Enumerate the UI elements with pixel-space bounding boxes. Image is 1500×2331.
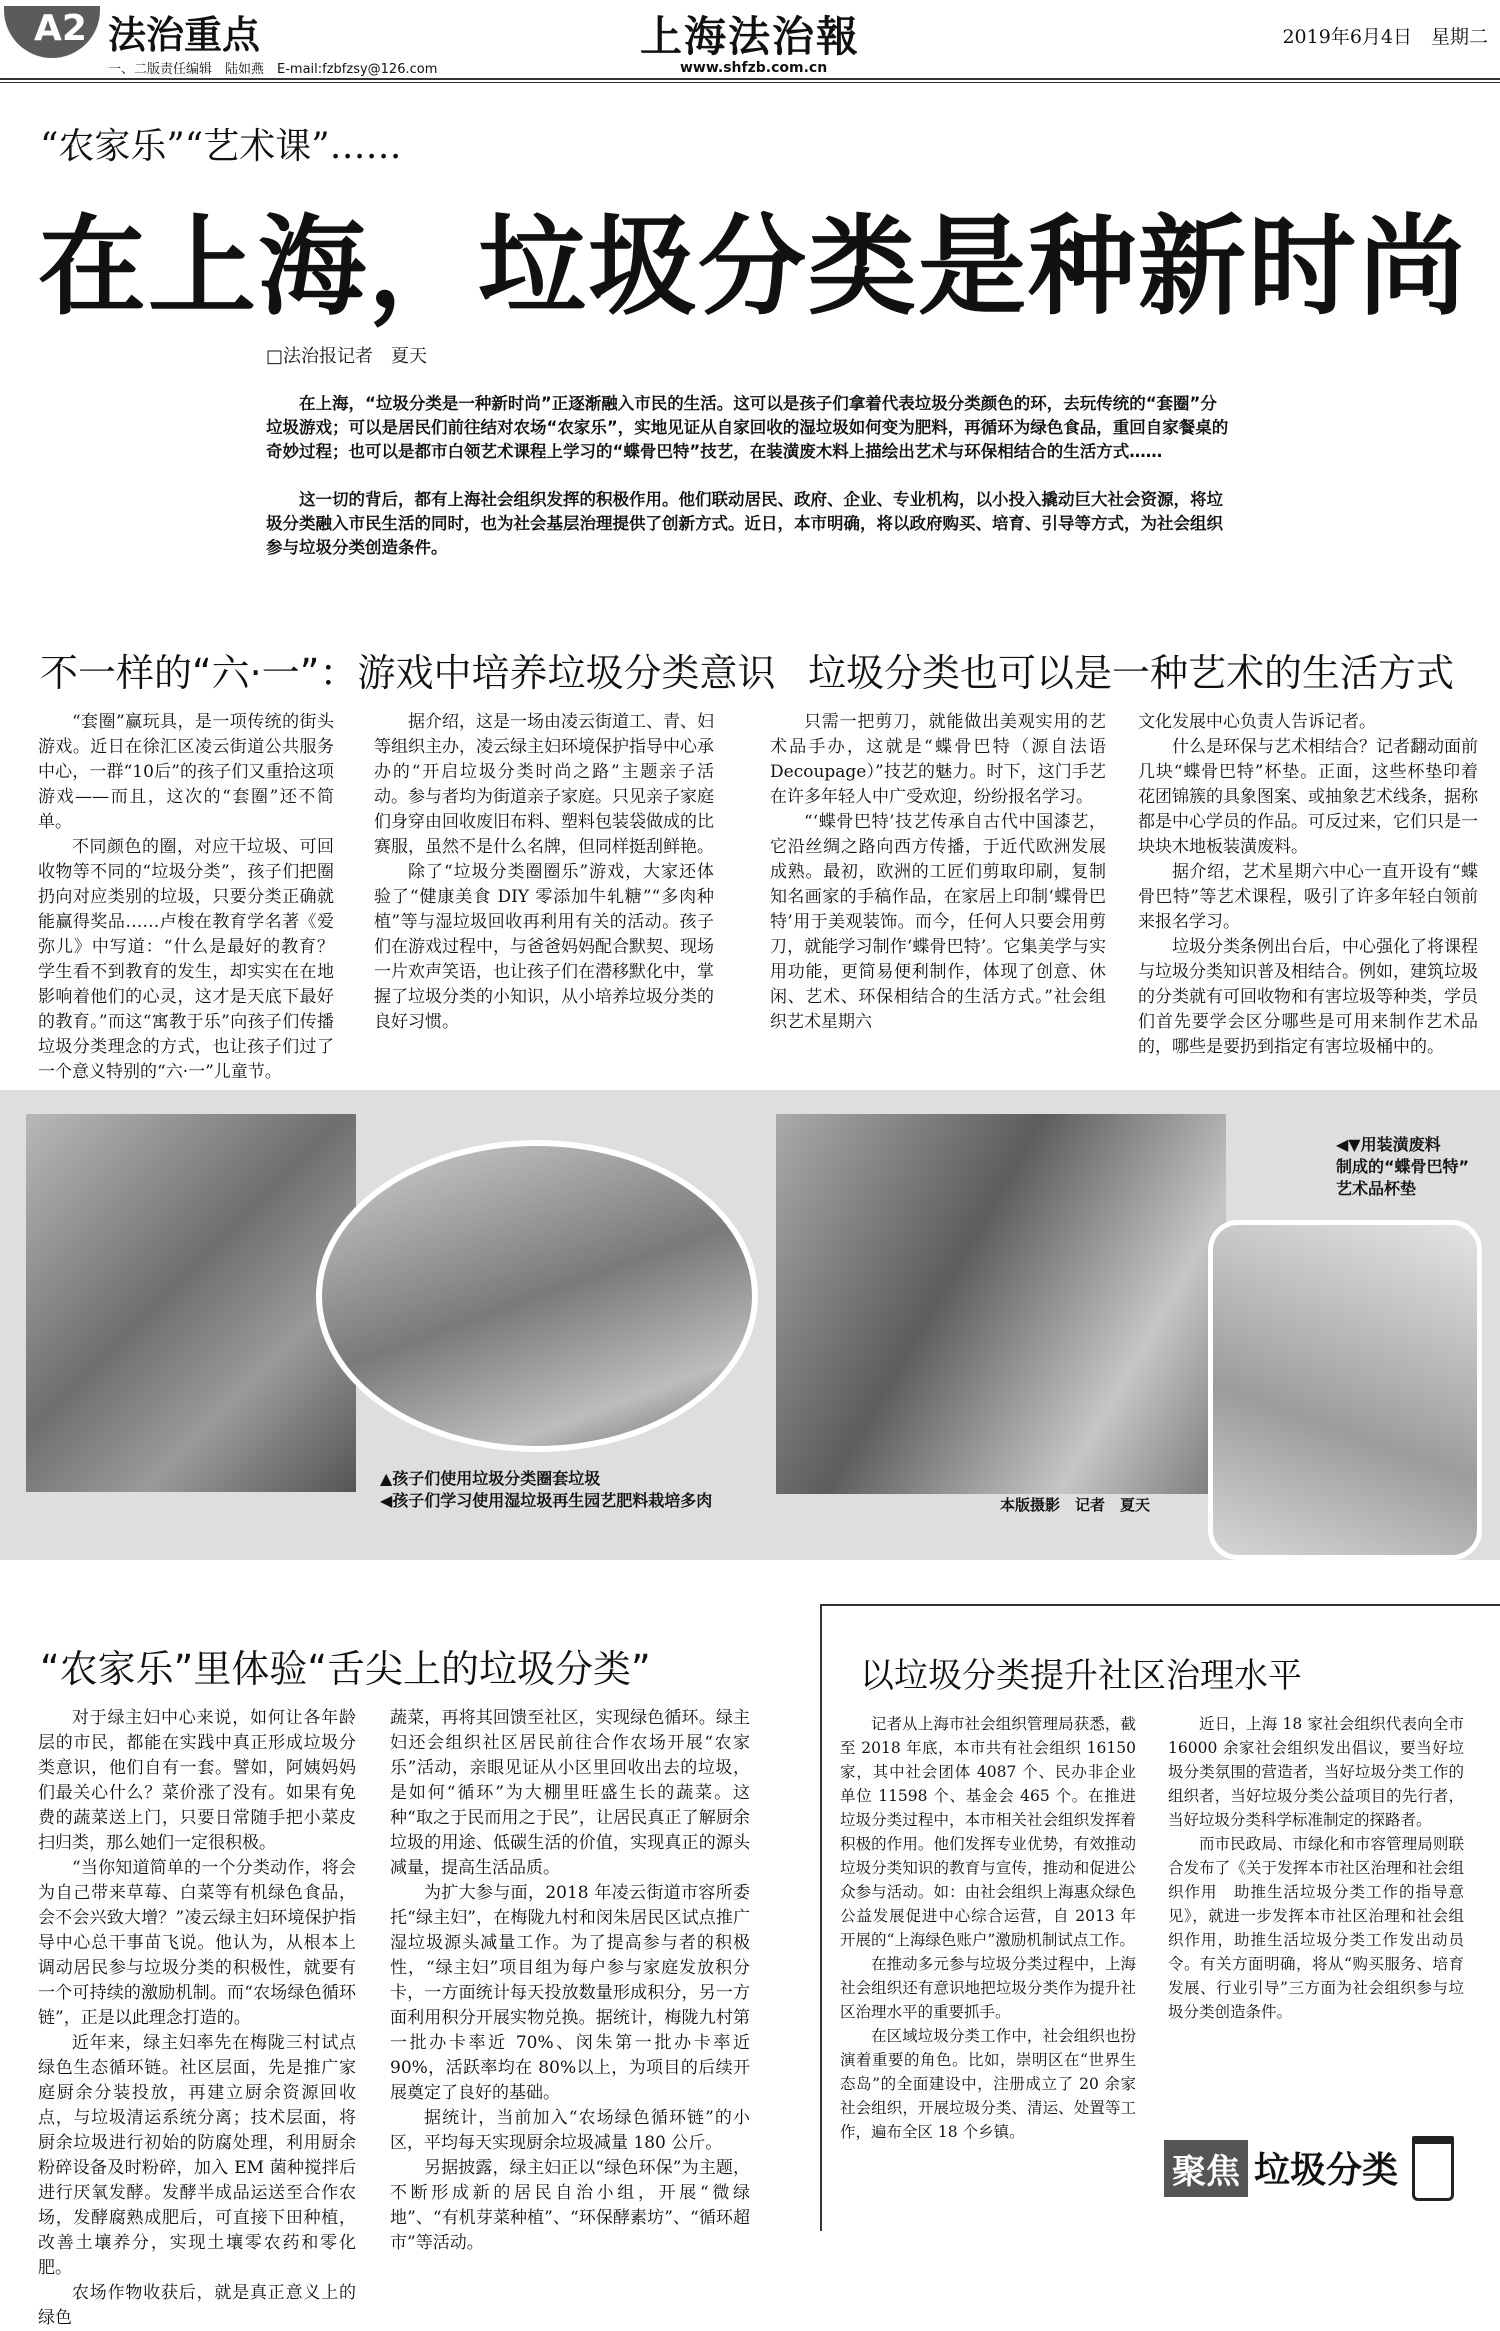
section3-heading: “农家乐”里体验“舌尖上的垃圾分类” (40, 1647, 651, 1691)
section4-heading: 以垃圾分类提升社区治理水平 (860, 1656, 1302, 1696)
section2-column-2 (1138, 710, 1478, 1060)
paragraph: 据介绍，这是一场由凌云街道工、青、妇等组织主办，凌云绿主妇环境保护指导中心承办的“开启垃圾分类时尚之路”主题亲子活动。参与者均为街道亲子家庭。只见亲子家庭们身穿由回收废旧布料、塑料包装袋做成的比赛服，虽然不是什么名牌，但同样挺刮鲜艳。 (374, 712, 714, 857)
byline: □法治报记者 夏天 (266, 346, 428, 367)
paragraph: 垃圾分类条例出台后，中心强化了将课程与垃圾分类知识普及相结合。例如，建筑垃圾的分类就有可回收物和有害垃圾等种类，学员们首先要学会区分哪些是可用来制作艺术品的，哪些是要扔到指定有害垃圾桶中的。 (1138, 937, 1478, 1057)
caption-line: ◀▼用装潢废料 (1336, 1135, 1441, 1154)
photo-ring-toss-game (316, 1140, 758, 1452)
focus-label: 聚焦 (1164, 2140, 1248, 2197)
paragraph: 在区域垃圾分类工作中，社会组织也扮演着重要的角色。比如，崇明区在“世界生态岛”的全面建设中，注册成立了 20 余家社会组织，开展垃圾分类、清运、处置等工作，遍布全区 18 个乡镇。 (840, 2027, 1136, 2141)
lead-paragraph: 在上海，“垃圾分类是一种新时尚”正逐渐融入市民的生活。这可以是孩子们拿着代表垃圾分类颜色的环，去玩传统的“套圈”分垃圾游戏；可以是居民们前往结对农场“农家乐”，实地见证从自家回收的湿垃圾如何变为肥料，再循环为绿色食品，重回自家餐桌的奇妙过程；也可以是都市白领艺术课程上学习的“蝶骨巴特”技艺，在装潢废木料上描绘出艺术与环保相结合的生活方式…… (266, 394, 1229, 461)
paragraph: 而市民政局、市绿化和市容管理局则联合发布了《关于发挥本市社区治理和社会组织作用 助推生活垃圾分类工作的指导意见》，就进一步发挥本市社区治理和社会组织作用，助推生活垃圾分类工作发出动员令。有关方面明确，将从“购买服务、培育发展、行业引导”三方面为社会组织参与垃圾分类创造条件。 (1168, 1835, 1464, 2021)
paragraph: 文化发展中心负责人告诉记者。 (1138, 712, 1376, 732)
photo-decoupage-class (776, 1114, 1226, 1494)
paragraph: 只需一把剪刀，就能做出美观实用的艺术品手办，这就是“蝶骨巴特（源自法语 Decoupage）”技艺的魅力。时下，这门手艺在许多年轻人中广受欢迎，纷纷报名学习。 (770, 712, 1106, 807)
section1-heading: 不一样的“六·一”：游戏中培养垃圾分类意识 (40, 651, 776, 695)
paragraph: 什么是环保与艺术相结合？记者翻动面前几块“蝶骨巴特”杯垫。正面，这些杯垫印着花团锦簇的具象图案、或抽象艺术线条，据称都是中心学员的作品。可反过来，它们只是一块块木地板装潢废料。 (1138, 737, 1478, 857)
headline: 在上海，垃圾分类是种新时尚 (38, 205, 1469, 330)
photo-children-plants (26, 1114, 356, 1492)
section1-column-2 (374, 710, 714, 1035)
section3-column-2 (390, 1706, 750, 2256)
trash-bin-icon (1412, 2136, 1454, 2201)
photo-decoupage-coaster (1208, 1220, 1482, 1560)
header-rule (0, 78, 1500, 80)
paragraph: 蔬菜，再将其回馈至社区，实现绿色循环。绿主妇还会组织社区居民前往合作农场开展“农家乐”活动，亲眼见证从小区里回收出去的垃圾，是如何“循环”为大棚里旺盛生长的蔬菜。这种“取之于民而用之于民”，让居民真正了解厨余垃圾的用途、低碳生活的价值，实现真正的源头减量，提高生活品质。 (390, 1708, 750, 1878)
paragraph: 对于绿主妇中心来说，如何让各年龄层的市民，都能在实践中真正形成垃圾分类意识，他们自有一套。譬如，阿姨妈妈们最关心什么？菜价涨了没有。如果有免费的蔬菜送上门，只要日常随手把小菜皮扫归类，那么她们一定很积极。 (38, 1708, 356, 1853)
paragraph: 农场作物收获后，就是真正意义上的绿色 (38, 2283, 356, 2328)
caption-line: ◀孩子们学习使用湿垃圾再生园艺肥料栽培多肉 (380, 1491, 713, 1510)
page-number: A2 (34, 8, 87, 49)
paragraph: 另据披露，绿主妇正以“绿色环保”为主题，不断形成新的居民自治小组，开展“微绿地”、“有机芽菜种植”、“环保酵素坊”、“循环超市”等活动。 (390, 2158, 750, 2253)
paragraph: “‘蝶骨巴特’技艺传承自古代中国漆艺，它沿丝绸之路向西方传播，于近代欧洲发展成熟。最初，欧洲的工匠们剪取印刷，复制知名画家的手稿作品，在家居上印制‘蝶骨巴特’用于美观装饰。而今，任何人只要会用剪刀，就能学习制作‘蝶骨巴特’。它集美学与实用功能，更简易便利制作，体现了创意、休闲、艺术、环保相结合的生活方式。”社会组织艺术星期六 (770, 812, 1106, 1032)
website-link[interactable]: www.shfzb.com.cn (680, 60, 828, 76)
paragraph: “套圈”赢玩具，是一项传统的街头游戏。近日在徐汇区凌云街道公共服务中心，一群“10后”的孩子们又重拾这项游戏——而且，这次的“套圈”还不简单。 (38, 712, 334, 832)
paragraph: 近日，上海 18 家社会组织代表向全市 16000 余家社会组织发出倡议，要当好垃圾分类氛围的营造者，当好垃圾分类工作的组织者，当好垃圾分类公益项目的先行者，当好垃圾分类科学标准制定的探路者。 (1168, 1715, 1464, 1829)
photo-caption-right (1336, 1134, 1469, 1200)
paragraph: 近年来，绿主妇率先在梅陇三村试点绿色生态循环链。社区层面，先是推广家庭厨余分装投放，再建立厨余资源回收点，与垃圾清运系统分离；技术层面，将厨余垃圾进行初始的防腐处理，利用厨余粉碎设备及时粉碎，加入 EM 菌种搅拌后进行厌氧发酵。发酵半成品运送至合作农场，发酵腐熟成肥后，可直接下田种植，改善土壤养分，实现土壤零农药和零化肥。 (38, 2033, 356, 2278)
section1-column-1 (38, 710, 334, 1085)
masthead-logo: 上海法治報 (640, 12, 861, 61)
paragraph: 在推动多元参与垃圾分类过程中，上海社会组织还有意识地把垃圾分类作为提升社区治理水平的重要抓手。 (840, 1955, 1136, 2021)
caption-line: 制成的“蝶骨巴特” (1336, 1157, 1470, 1176)
paragraph: 不同颜色的圈，对应干垃圾、可回收物等不同的“垃圾分类”，孩子们把圈扔向对应类别的垃圾，只要分类正确就能赢得奖品……卢梭在教育学名著《爱弥儿》中写道：“什么是最好的教育？学生看不到教育的发生，却实实在在地影响着他们的心灵，这才是天底下最好的教育。”而这“寓教于乐”向孩子们传播垃圾分类理念的方式，也让孩子们过了一个意义特别的“六·一”儿童节。 (38, 837, 334, 1082)
page-number-badge (4, 6, 100, 58)
paragraph: 据统计，当前加入“农场绿色循环链”的小区，平均每天实现厨余垃圾减量 180 公斤。 (390, 2108, 750, 2153)
paragraph: 为扩大参与面，2018 年凌云街道市容所委托“绿主妇”，在梅陇九村和闵朱居民区试点推广湿垃圾源头减量工作。为了提高参与者的积极性，“绿主妇”项目组为每户参与家庭发放积分卡，一方面统计每天投放数量形成积分，另一方面利用积分开展实物兑换。据统计，梅陇九村第一批办卡率近 70%、闵朱第一批办卡率近 90%，活跃率均在 80%以上，为项目的后续开展奠定了良好的基础。 (390, 1883, 750, 2103)
paragraph: 据介绍，艺术星期六中心一直开设有“蝶骨巴特”等艺术课程，吸引了许多年轻白领前来报名学习。 (1138, 862, 1478, 932)
caption-line: ▲孩子们使用垃圾分类圈套垃圾 (380, 1469, 601, 1488)
focus-badge (1164, 2130, 1464, 2210)
photo-caption-left (380, 1468, 712, 1512)
section3-column-1 (38, 1706, 356, 2331)
lead-paragraph: 这一切的背后，都有上海社会组织发挥的积极作用。他们联动居民、政府、企业、专业机构，以小投入撬动巨大社会资源，将垃圾分类融入市民生活的同时，也为社会基层治理提供了创新方式。近日，本市明确，将以政府购买、培育、引导等方式，为社会组织参与垃圾分类创造条件。 (266, 490, 1223, 557)
section-name: 法治重点 (108, 13, 261, 57)
photo-credit: 本版摄影 记者 夏天 (1000, 1496, 1151, 1514)
section4-column-2 (1168, 1712, 1464, 2024)
issue-date: 2019年6月4日 星期二 (1282, 26, 1488, 48)
editor-line: 一、二版责任编辑 陆如燕 E-mail:fzbfzsy@126.com (108, 62, 438, 77)
kicker: “农家乐”“艺术课”…… (40, 126, 402, 167)
paragraph: 记者从上海市社会组织管理局获悉，截至 2018 年底，本市共有社会组织 16150 家，其中社会团体 4087 个、民办非企业单位 11598 个、基金会 465 个。在推进垃圾分类过程中，本市相关社会组织发挥着积极的作用。他们发挥专业优势，有效推动垃圾分类知识的教育与宣传，推动和促进公众参与活动。如：由社会组织上海惠众绿色公益发展促进中心综合运营，自 2013 年开展的“上海绿色账户”激励机制试点工作。 (840, 1715, 1136, 1949)
header-rule-thin (0, 82, 1500, 83)
section2-heading: 垃圾分类也可以是一种艺术的生活方式 (808, 651, 1455, 695)
paragraph: 除了“垃圾分类圈圈乐”游戏，大家还体验了“健康美食 DIY 零添加牛轧糖”“多肉种植”等与湿垃圾回收再利用有关的活动。孩子们在游戏过程中，与爸爸妈妈配合默契、现场一片欢声笑语，也让孩子们在潜移默化中，掌握了垃圾分类的小知识，从小培养垃圾分类的良好习惯。 (374, 862, 714, 1032)
caption-line: 艺术品杯垫 (1336, 1179, 1417, 1198)
section4-column-1 (840, 1712, 1136, 2144)
section2-column-1 (770, 710, 1106, 1035)
paragraph: “当你知道简单的一个分类动作，将会为自己带来草莓、白菜等有机绿色食品，会不会兴致大增？”凌云绿主妇环境保护指导中心总干事苗飞说。他认为，从根本上调动居民参与垃圾分类的积极性，就要有一个可持续的激励机制。而“农场绿色循环链”，正是以此理念打造的。 (38, 1858, 356, 2028)
focus-topic: 垃圾分类 (1254, 2150, 1399, 2191)
